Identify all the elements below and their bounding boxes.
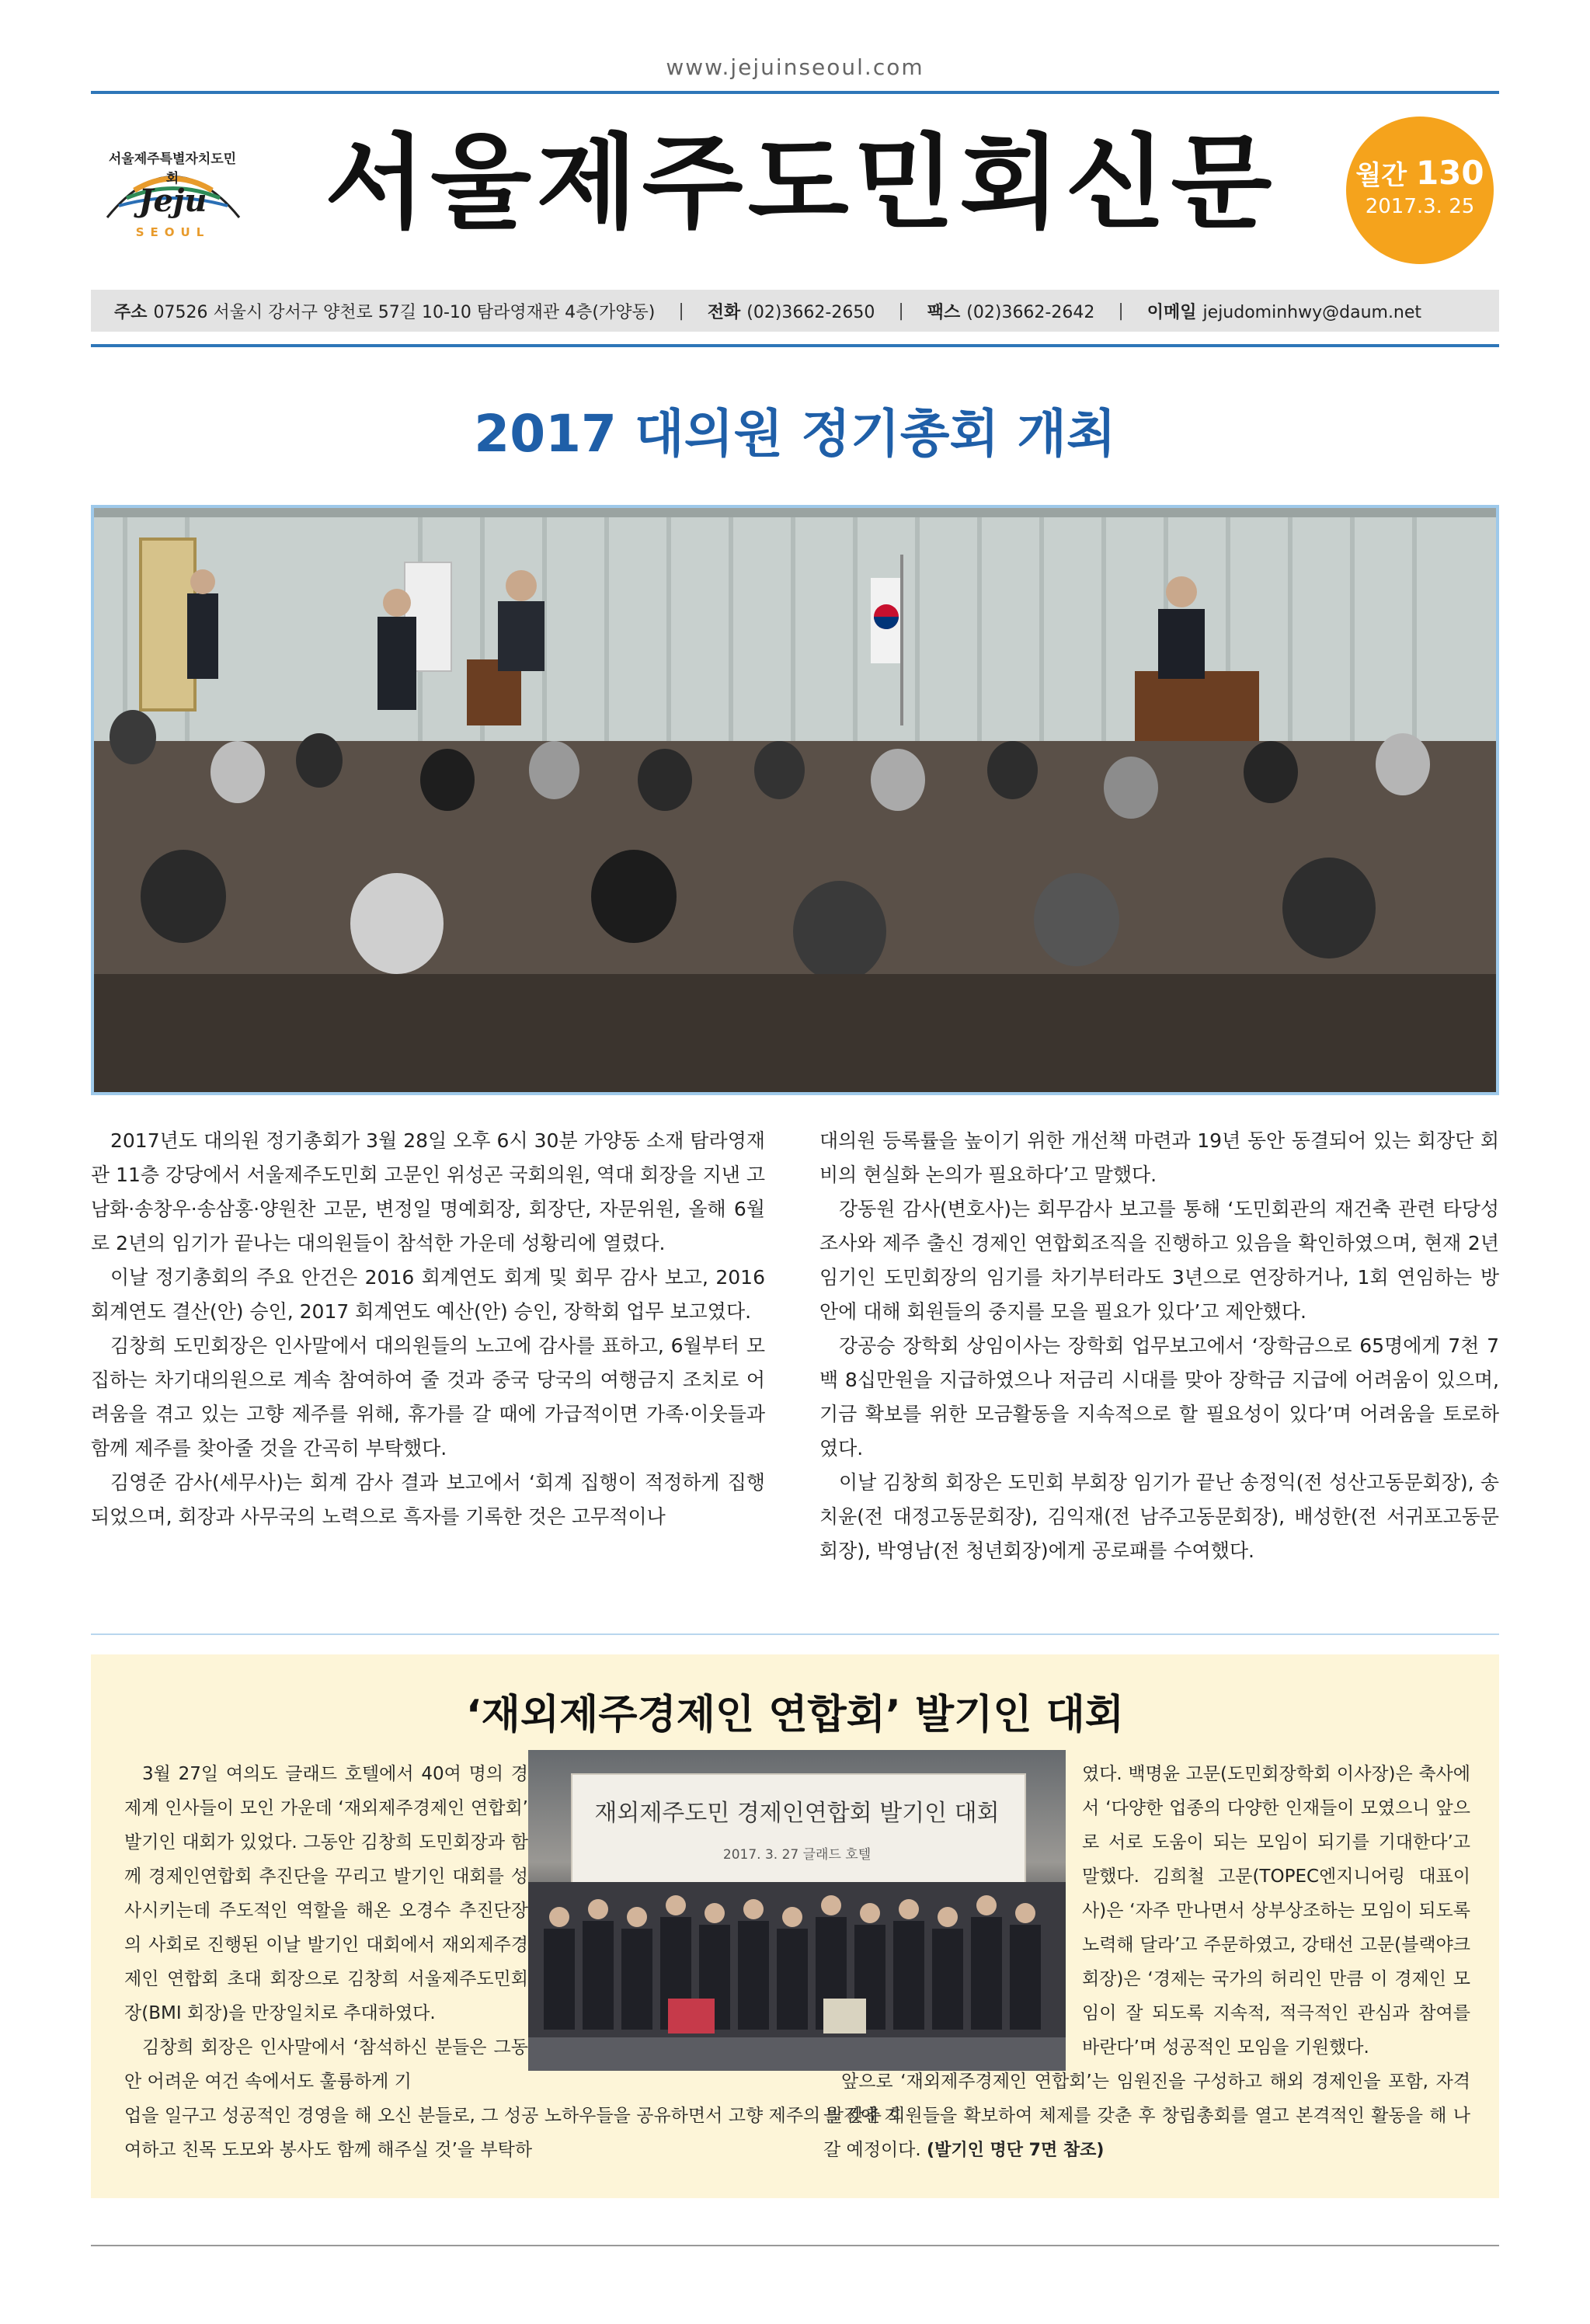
article1-headline: 2017 대의원 정기총회 개최: [474, 404, 1116, 464]
audience-head: [793, 881, 886, 982]
fax-value: (02)3662-2642: [966, 302, 1095, 322]
event-banner-subtitle: 2017. 3. 27 글래드 호텔: [722, 1847, 872, 1863]
audience-head: [1244, 741, 1298, 803]
article2-headline: ‘재외제주경제인 연합회’ 발기인 대회: [465, 1692, 1125, 1738]
section-divider: [91, 1633, 1499, 1635]
roster-reference-note: (발기인 명단 7면 참조): [927, 2141, 1105, 2160]
fax-info: [904, 299, 1095, 323]
group-photo-illustration: [528, 1882, 1066, 2071]
phone-value: (02)3662-2650: [746, 302, 875, 322]
audience-head: [754, 741, 805, 799]
header-top-rule: [91, 91, 1499, 94]
address-info: [91, 299, 655, 323]
audience-head: [1034, 873, 1119, 966]
article1-paragraph: 강공승 장학회 상임이사는 장학회 업무보고에서 ‘장학금으로 65명에게 7천 7백 8십만원을 지급하였으나 저금리 시대를 맞아 장학금 지급에 어려움이 있으며, 기금 확보를 위한 모금활동을 지속적으로 할 필요성이 있다’며 어려움을 토로하였다.: [819, 1334, 1499, 1459]
address-label: 주소: [114, 302, 148, 322]
article2-column-right-bottom: [823, 2065, 1470, 2168]
separator: |: [898, 301, 904, 321]
separator: |: [678, 301, 684, 321]
issue-badge: [1346, 117, 1494, 264]
article2-paragraph: [823, 2065, 1470, 2168]
audience-head: [987, 741, 1038, 799]
article2-column-right: [1082, 1757, 1470, 2065]
audience-head: [1376, 733, 1430, 795]
audience-head: [141, 850, 226, 943]
article1-column-left: [91, 1124, 765, 1534]
article1-paragraph: 2017년도 대의원 정기총회가 3월 28일 오후 6시 30분 가양동 소재 탐라영재관 11층 강당에서 서울제주도민회 고문인 위성곤 국회의원, 역대 회장을 지낸 고남화·송창우·송삼홍·양원찬 고문, 변정일 명예회장, 회장단, 자문위원, 올해 6월로 2년의 임기가 끝나는 대의원들이 참석한 가운데 성황리에 열렸다.: [91, 1129, 765, 1254]
article2-column-left: [124, 1757, 528, 2099]
audience-head: [1282, 858, 1376, 958]
article1-paragraph-continued: 대의원 등록률을 높이기 위한 개선책 마련과 19년 동안 동결되어 있는 회장단 회비의 현실화 논의가 필요하다’고 말했다.: [819, 1129, 1499, 1186]
header-bottom-rule: [91, 344, 1499, 347]
phone-info: [684, 299, 875, 323]
event-banner: [571, 1773, 1026, 1885]
article2-paragraph: 였다. 백명윤 고문(도민회장학회 이사장)은 축사에서 ‘다양한 업종의 다양한 인재들이 모였으니 앞으로 서로 도움이 되는 모임이 되기를 기대한다’고 말했다. 김희철 고문(TOPEC엔지니어링 대표이사)은 ‘자주 만나면서 상부상조하는 모임이 되도록 노력해 달라’고 주문하였고, 강태선 고문(블랙야크 회장)은 ‘경제는 국가의 허리인 만큼 이 경제인 모임이 잘 되도록 지속적, 적극적인 관심과 참여를 바란다’며 성공적인 모임을 기원했다.: [1082, 1764, 1470, 2058]
article2-paragraph: 김창희 회장은 인사말에서 ‘참석하신 분들은 그동안 어려운 여건 속에서도 훌륭하게 기: [124, 2037, 528, 2092]
logo-text-main: Jeju: [138, 183, 207, 219]
audience-head: [420, 749, 475, 811]
general-meeting-photo: [91, 505, 1499, 1095]
article2-paragraph: 3월 27일 여의도 글래드 호텔에서 40여 명의 경제계 인사들이 모인 가운데 ‘재외제주경제인 연합회’ 발기인 대회가 있었다. 그동안 김창희 도민회장과 함께 경제인연합회 추진단을 꾸리고 발기인 대회를 성사시키는데 주도적인 역할을 해온 오경수 추진단장의 사회로 진행된 이날 발기인 대회에서 재외제주경제인 연합회 초대 회장으로 김창희 서울제주도민회장(BMI 회장)을 만장일치로 추대하였다.: [124, 1764, 528, 2023]
logo-text-sub: SEOUL: [135, 225, 210, 239]
email-info: [1124, 299, 1421, 323]
founders-meeting-photo: [528, 1750, 1066, 2071]
issue-date: 2017.3. 25: [1365, 195, 1475, 218]
audience-head: [638, 749, 692, 811]
audience-head: [1104, 757, 1158, 819]
article2-paragraph-continued: 업을 일구고 성공적인 경영을 해 오신 분들로, 그 성공 노하우들을 공유하면서 고향 제주의 발전에 기여하고 친목 도모와 봉사도 함께 해주실 것’을 부탁하: [124, 2106, 901, 2160]
phone-label: 전화: [707, 302, 741, 322]
logo-text-top: 서울제주특별자치도민회: [108, 151, 237, 186]
issue-label: 월간: [1355, 160, 1407, 191]
newspaper-title: 서울제주도민회신문: [324, 124, 1277, 243]
photo-foreground: [94, 974, 1496, 1092]
article2-column-left-wide: [124, 2099, 901, 2167]
audience-head: [350, 873, 444, 974]
email-value[interactable]: jejudominhwy@daum.net: [1202, 302, 1422, 322]
audience-head: [871, 749, 925, 811]
article2-closing-text: 앞으로 ‘재외제주경제인 연합회’는 임원진을 구성하고 해외 경제인을 포함, 자격을 갖춘 회원들을 확보하여 체제를 갖춘 후 창립총회를 열고 본격적인 활동을 해 나갈 예정이다.: [823, 2072, 1470, 2160]
audience-head: [591, 850, 677, 943]
fax-label: 팩스: [927, 302, 961, 322]
audience-head: [529, 741, 579, 799]
article1-paragraph: 이날 정기총회의 주요 안건은 2016 회계연도 회계 및 회무 감사 보고, 2016 회계연도 결산(안) 승인, 2017 회계연도 예산(안) 승인, 장학회 업무 보고였다.: [91, 1266, 765, 1323]
audience-head: [210, 741, 265, 803]
address-value: 07526 서울시 강서구 양천로 57길 10-10 탐라영재관 4층(가양동): [153, 302, 656, 322]
event-banner-title: 재외제주도민 경제인연합회 발기인 대회: [594, 1800, 1000, 1827]
page-bottom-rule: [91, 2245, 1499, 2246]
separator: |: [1118, 301, 1124, 321]
article1-paragraph: 김창희 도민회장은 인사말에서 대의원들의 노고에 감사를 표하고, 6월부터 모집하는 차기대의원으로 계속 참여하여 줄 것과 중국 당국의 여행금지 조치로 어려움을 겪고 있는 고향 제주를 위해, 휴가를 갈 때에 가급적이면 가족·이웃들과 함께 제주를 찾아줄 것을 간곡히 부탁했다.: [91, 1334, 765, 1459]
audience-head: [296, 733, 343, 788]
audience-head: [110, 710, 156, 764]
article1-paragraph: 김영준 감사(세무사)는 회계 감사 결과 보고에서 ‘회계 집행이 적정하게 집행되었으며, 회장과 사무국의 노력으로 흑자를 기록한 것은 고무적이나: [91, 1471, 765, 1528]
article1-paragraph: 이날 김창희 회장은 도민회 부회장 임기가 끝난 송정익(전 성산고동문회장), 송치윤(전 대정고동문회장), 김익재(전 남주고동문회장), 배성한(전 서귀포고동문회장), 박영남(전 청년회장)에게 공로패를 수여했다.: [819, 1471, 1499, 1562]
issue-number: 130: [1415, 154, 1484, 192]
email-label: 이메일: [1146, 302, 1197, 322]
contact-info-bar: [91, 290, 1499, 332]
article1-column-right: [819, 1124, 1499, 1568]
site-url[interactable]: www.jejuinseoul.com: [666, 54, 924, 80]
article1-paragraph: 강동원 감사(변호사)는 회무감사 보고를 통해 ‘도민회관의 재건축 관련 타당성 조사와 제주 출신 경제인 연합회조직을 진행하고 있음을 확인하였으며, 현재 2년 임기인 도민회장의 임기를 차기부터라도 3년으로 연장하거나, 1회 연임하는 방안에 대해 회원들의 중지를 모을 필요가 있다’고 제안했다.: [819, 1198, 1499, 1323]
